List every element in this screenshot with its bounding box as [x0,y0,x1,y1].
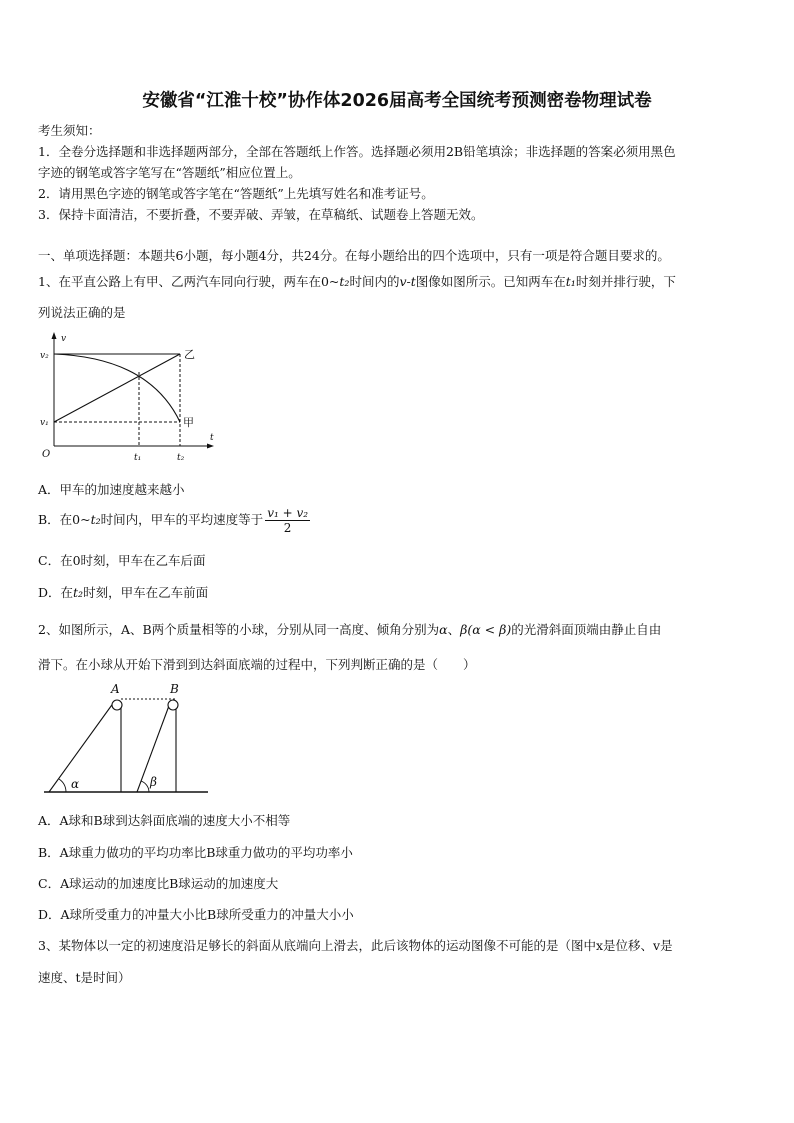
page-title: 安徽省“江淮十校”协作体2026届高考全国统考预测密卷物理试卷 [142,91,652,111]
q1-stem-a: 1、在平直公路上有甲、乙两汽车同向行驶，两车在0~ [38,274,340,289]
notice-item: 字迹的钢笔或答字笔写在“答题纸”相应位置上。 [38,165,301,180]
v-axis-label: v [61,334,67,344]
q1-option-c: C．在0时刻，甲车在乙车后面 [38,553,206,568]
q1-vt-graph [36,328,236,468]
origin-label: O [42,449,51,460]
q2-stem-a: 2、如图所示，A、B两个质量相等的小球，分别从同一高度、倾角分别为 [38,622,440,637]
notice-item: 3．保持卡面清洁，不要折叠，不要弄破、弄皱，在草稿纸、试题卷上答题无效。 [38,207,484,222]
yi-label: 乙 [184,348,195,361]
q3-stem-line2: 速度、t是时间） [38,970,131,985]
notice-item: 2．请用黑色字迹的钢笔或答字笔在“答题纸”上先填写姓名和准考证号。 [38,186,434,201]
section-heading: 一、单项选择题：本题共6小题，每小题4分，共24分。在每小题给出的四个选项中，只有一项是符合题目要求的。 [38,248,670,263]
q1-b-post: 时间内，甲车的平均速度等于 [100,512,264,527]
v2-label: v₂ [40,351,49,361]
average-velocity-fraction [265,506,310,535]
q2-beta-expr: β(α < β) [460,622,512,637]
q2-alpha: α [439,622,448,637]
yi-line [54,354,180,422]
t-axis-label: t [210,433,214,443]
notice-item: 1．全卷分选择题和非选择题两部分，全部在答题纸上作答。选择题必须用2B铅笔填涂；非选择题的答案必须用黑色 [38,144,676,159]
q3-stem-line1: 3、某物体以一定的初速度沿足够长的斜面从底端向上滑去，此后该物体的运动图像不可能的是（图中x是位移、v是 [38,938,673,953]
ball-a [112,700,122,710]
jia-label: 甲 [183,416,194,429]
q1-option-a: A．甲车的加速度越来越小 [38,482,185,497]
q1-d-pre: D．在 [38,585,74,600]
q1-b-pre: B．在0~ [38,512,91,527]
q2-option-b: B．A球重力做功的平均功率比B球重力做功的平均功率小 [38,845,353,860]
ball-b-label: B [170,682,179,696]
q1-option-d [38,583,208,601]
t1-label: t₁ [134,453,142,463]
notice-heading: 考生须知： [38,123,101,138]
q2-stem-b: 的光滑斜面顶端由静止自由 [511,622,662,637]
ball-b [168,700,178,710]
q1-b-t2: t₂ [90,512,101,527]
q1-option-b [38,506,310,535]
ball-a-label: A [111,682,120,696]
beta-label: β [150,775,157,789]
q1-vt: v-t [399,274,416,289]
q1-stem-line1 [38,272,676,290]
q1-t2: t₂ [339,274,350,289]
q1-d-t2: t₂ [73,585,84,600]
v1-label: v₁ [40,418,49,428]
v-axis-arrow [52,332,57,339]
q2-option-c: C．A球运动的加速度比B球运动的加速度大 [38,876,279,891]
t-axis-arrow [207,444,214,449]
q1-stem-line2: 列说法正确的是 [38,305,126,320]
q1-d-post: 时刻，甲车在乙车前面 [83,585,209,600]
q2-stem-line2: 滑下。在小球从开始下滑到到达斜面底端的过程中，下列判断正确的是（ ） [38,657,476,672]
q2-inclines-figure [36,680,226,798]
t2-label: t₂ [177,453,185,463]
alpha-label: α [71,777,80,791]
q1-stem-b: 时间内的 [349,274,400,289]
q2-option-a: A．A球和B球到达斜面底端的速度大小不相等 [38,813,291,828]
fraction-denominator: 2 [283,521,292,535]
incline-a-slope [49,702,114,792]
q2-sep: 、 [447,622,461,637]
beta-arc [141,781,149,792]
q1-stem-d: 时刻并排行驶，下 [575,274,676,289]
q1-stem-c: 图像如图所示。已知两车在 [415,274,566,289]
q2-stem-line1 [38,620,661,638]
alpha-arc [59,779,66,792]
q1-t1: t₁ [565,274,576,289]
q2-option-d: D．A球所受重力的冲量大小比B球所受重力的冲量大小小 [38,907,354,922]
fraction-numerator: v₁ + v₂ [267,506,309,520]
